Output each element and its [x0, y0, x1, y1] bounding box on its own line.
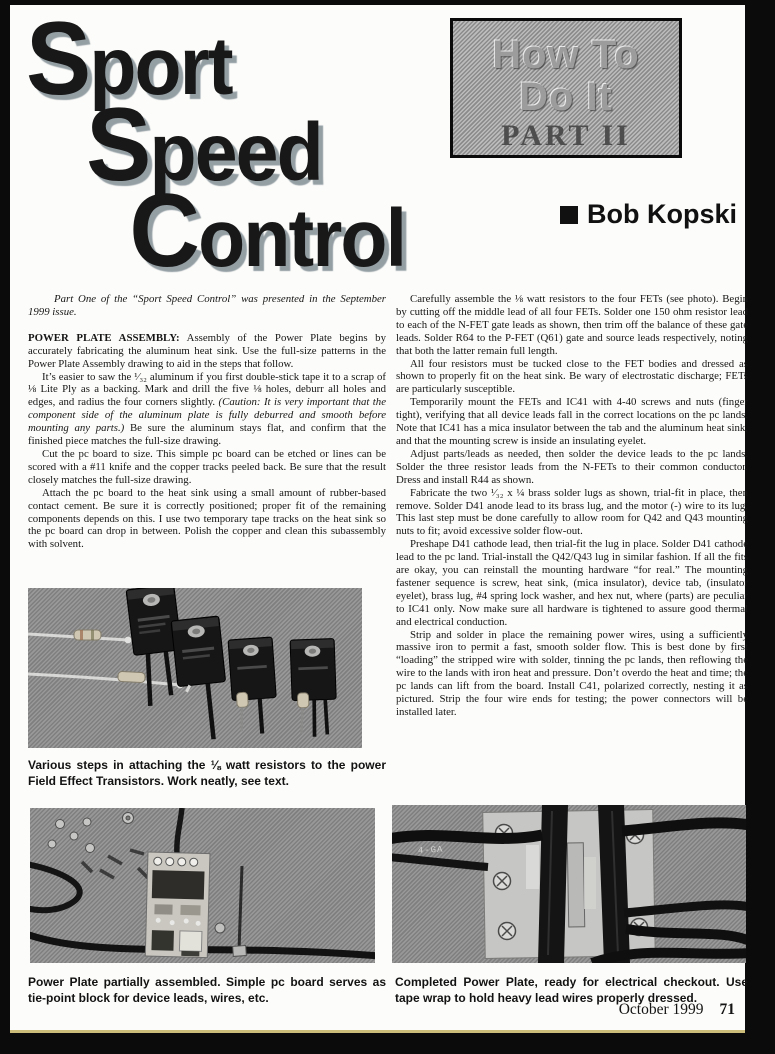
heavy-wire-top-left [392, 835, 542, 839]
paragraph-saw-aluminum: It’s easier to saw the ¹⁄₃₂ aluminum if you first double-stick tape it to a scrap of ⅛ Lite Ply as a backing. Mark and drill the five ⅛ holes, deburr all holes and edges, and radius the four corners slightly. (Caution: It is very important that the component side of the aluminum plate is fully deburred and smooth before mounting any parts.) Be sure the aluminum stays flat, and confirm that the finished piece matches the full-size drawing. [28, 370, 387, 448]
top-wire [177, 808, 182, 854]
brass-lug [233, 946, 247, 957]
wire-gauge-marking: 4-GA [417, 844, 444, 856]
paragraph-brass-lugs: Fabricate the two ¹⁄₃₂ x ¼ brass solder lugs as shown, trial-fit in place, then remove. Solder D41 anode lead to its brass lug, and the motor (-) wire to its lug. This last step must be done carefully to allow room for Q42 and Q43 mounting nuts to fit; avoid excessive solder flow-out. [396, 486, 748, 538]
byline [560, 199, 737, 230]
page-number: 71 [719, 1001, 735, 1018]
fet-transistor-2 [171, 616, 231, 742]
solder-highlight [526, 845, 539, 889]
loose-screws [82, 850, 148, 878]
left-column [28, 293, 386, 551]
how-to-do-it-badge [450, 18, 682, 158]
section-lead: POWER PLATE ASSEMBLY: [28, 331, 180, 344]
title-line-2: Speed [86, 87, 322, 203]
caption-fet-resistors: Various steps in attaching the ⅛ watt resistors to the power Field Effect Transistors. Work neatly, see text. [28, 758, 386, 788]
byline-author: Bob Kopski [586, 199, 737, 229]
tape-wrap-left [538, 805, 568, 963]
badge-line-how-to: How To [492, 33, 640, 77]
right-column [396, 293, 748, 719]
paragraph-power-wires: Strip and solder in place the remaining power wires, using a sufficiently massive iron to permit a fast, smooth solder flow. This is best done by first “loading” the stripped wire with solder, tinning the pc lands, then reflowing the wire to the lands with iron heat and pressure. Don’t overdo the heat and time; the pc lands can lift from the board. Install C41, polarized correctly, nesting it as pictured. Strip the four wire ends for testing; the power connectors will be installed later. [396, 628, 748, 718]
solder-pin [239, 866, 242, 950]
heavy-wire-bottom [592, 953, 746, 963]
page-footer [619, 1001, 735, 1019]
pc-board [145, 852, 210, 958]
byline-square-icon [560, 206, 578, 224]
resistor-wire-1 [28, 630, 131, 643]
paragraph-attach-pc-board: Attach the pc board to the heat sink using a small amount of rubber-based contact cement. Be sure it is correctly positioned; proper fit of the remaining components depends on this. I use two temporary tape tracks on the heat sink so the pc board can drop in between. Polish the copper and clean this subassembly with solvent. [28, 486, 386, 551]
badge-part-label: PART II [501, 119, 631, 152]
paragraph-fastener-sequence: Preshape D41 cathode lead, then trial-fit the lug in place. Solder D41 cathode lead to the pc land. Trial-install the Q42/Q43 lug in similar fashion. If all the fits are okay, you can reinstall the mounting hardware “for real.” The mounting fastener sequence is screw, heat sink, (mica insulator), device tab, (insulator eyelet), brass lug, #4 spring lock washer, and hex nut, where (parts) are peculiar to IC41 only. Now make sure all hardware is tightened to assure good thermal and electrical conduction. [396, 538, 748, 628]
caption-power-plate-completed: Completed Power Plate, ready for electrical checkout. Use tape wrap to hold heavy lead wires properly dressed. [395, 975, 748, 1005]
issue-date: October 1999 [618, 1001, 704, 1018]
fet-photo-drawing [28, 588, 362, 748]
completed-plate-drawing [392, 805, 746, 963]
paragraph-tuck-resistors: All four resistors must be tucked close to the FET bodies and dressed as shown to properly fit on the heat sink. Be wary of electrostatic discharge; FETs are particularly susceptible. [396, 357, 748, 396]
partial-plate-drawing [30, 808, 375, 963]
photo-power-plate-completed [392, 805, 746, 963]
paragraph-assemble-resistors: Carefully assemble the ⅛ watt resistors to the four FETs (see photo). Begin by cutting off the middle lead of all four FETs. Solder one 150 ohm resistor lead to each of the N-FET gate leads as shown, then trim off the balance of these gate leads. Solder R64 to the P-FET (Q61) gate and source leads respectively, noting that both the latter remain full length. [396, 293, 748, 357]
intro-note: Part One of the “Sport Speed Control” was presented in the September 1999 issue. [28, 293, 386, 318]
fet-transistor-3 [228, 637, 279, 736]
heavy-wire-top-right [622, 823, 746, 831]
scattered-hardware [48, 813, 134, 853]
photo-fet-resistors [28, 588, 362, 748]
title-line-1: Sport [26, 1, 232, 117]
paragraph-mount-fets: Temporarily mount the FETs and IC41 with 4-40 screws and nuts (finger tight), verifying that all device leads fall in the correct locations on the pc lands. Note that IC41 has a mica insulator between the tab and the aluminum heat sink, and that the mounting screw is inside an insulating eyelet. [396, 396, 748, 447]
heavy-wire-mid-left [392, 857, 488, 867]
caution-note: (Caution: It is very important that the component side of the aluminum plate is fully deburred and smooth before mounting any parts.) [28, 396, 387, 435]
caption-power-plate-partial: Power Plate partially assembled. Simple pc board serves as tie-point block for device leads, wires, etc. [28, 975, 386, 1005]
left-wire [30, 864, 80, 910]
badge-line-do-it: Do It [519, 75, 613, 119]
paragraph-solder-leads: Adjust parts/leads as needed, then solder the device leads to the pc lands. Solder the three resistor leads from the N-FETs to their common conductor. Dress and install R44 as shown. [396, 447, 748, 486]
photo-power-plate-partial [30, 808, 375, 963]
hex-nut [215, 923, 225, 933]
article-title [26, 1, 406, 289]
fet-transistor-4 [290, 638, 338, 737]
title-line-3: Control [129, 173, 406, 289]
paragraph-power-plate-assembly: POWER PLATE ASSEMBLY: Assembly of the Power Plate begins by accurately fabricating the aluminum heat sink. Use the full-size patterns in the Power Plate Assembly drawing to aid in the steps that follow. [28, 331, 386, 370]
paragraph-cut-pc-board: Cut the pc board to size. This simple pc board can be etched or lines can be scored with a #11 knife and the copper tracks peeled back. Be sure that the result closely matches the full-size drawing. [28, 447, 386, 486]
magazine-page [10, 1, 748, 1033]
resistor-wire-2 [28, 671, 183, 688]
